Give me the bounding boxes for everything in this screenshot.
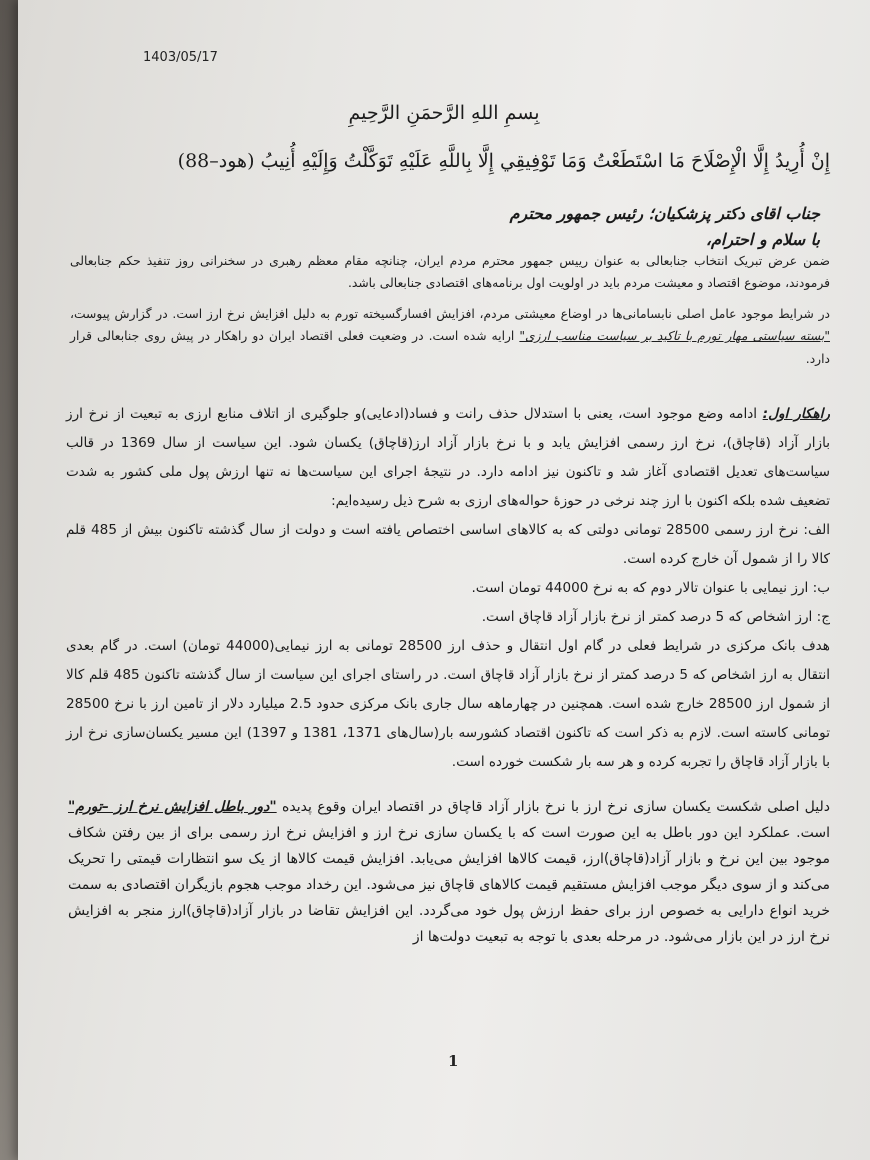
bismillah-heading: بِسمِ اللهِ الرَّحمَنِ الرَّحِیمِ bbox=[348, 102, 540, 124]
intro-p2-text: در شرایط موجود عامل اصلی نابسامانی‌ها در اوضاع معیشتی مردم، افزایش افسارگسیخته تورم به دلیل افزایش نرخ ارز است. در گزارش پیوست، bbox=[70, 306, 830, 321]
addressee: جناب اقای دکتر پزشکیان؛ رئیس جمهور محترم bbox=[509, 204, 820, 223]
solution-one-section bbox=[66, 400, 830, 777]
solution-one-paragraph bbox=[66, 400, 830, 516]
intro-paragraph-2 bbox=[70, 303, 830, 370]
reason-text: دلیل اصلی شکست یکسان سازی نرخ ارز با نرخ بازار آزاد قاچاق در اقتصاد ایران وقوع پدیده bbox=[282, 799, 831, 815]
page-number: 1 bbox=[448, 1052, 459, 1070]
list-item-a: الف: نرخ ارز رسمی 28500 تومانی دولتی که به کالاهای اساسی اختصاص یافته است و دولت از سال گذشته تاکنون بیش از 485 قلم کالا را از شمول آن خارج کرده است. bbox=[66, 522, 830, 567]
intro-section bbox=[70, 250, 830, 378]
list-item-c: ج: ارز اشخاص که 5 درصد کمتر از نرخ بازار آزاد قاچاق است. bbox=[481, 609, 830, 625]
quran-verse: إِنْ أُرِيدُ إِلَّا الْإِصْلَاحَ مَا اسْتَطَعْتُ وَمَا تَوْفِيقِي إِلَّا بِاللَّهِ عَلَيْهِ تَوَكَّلْتُ وَإِلَيْهِ أُنِيبُ (هود–88) bbox=[177, 150, 830, 172]
reason-text-end: است. عملکرد این دور باطل به این صورت است که با یکسان سازی نرخ ارز و افزایش نرخ ارز رسمی برای از بین رفتن شکاف موجود بین این نرخ و بازار آزاد(قاچاق)ارز، قیمت کالاها افزایش می‌یابد. افزایش قیمت کالاها از یک سو انتظارات قیمتی را تحریک می‌کند و از سوی دیگر موجب افزایش مستقیم قیمت کالاهای قاچاق نیز می‌شود. این رخداد موجب هجوم بازیگران اقتصادی به سمت خرید انواع دارایی به خصوص ارز برای حفظ ارزش پول خود می‌گردد. این افزایش تقاضا در بازار آزاد(قاچاق)ارز منجر به افزایش نرخ ارز در این بازار می‌شود. در مرحله بعدی با توجه به تبعیت دولت‌ها از bbox=[68, 825, 830, 945]
vicious-cycle-highlight: "دور باطل افزایش نرخ ارز –تورم" bbox=[68, 799, 277, 815]
report-title-quote: "بسته سیاستی مهار تورم با تاکید بر سیاست مناسب ارزی" bbox=[519, 329, 830, 344]
greeting: با سلام و احترام، bbox=[705, 230, 820, 249]
list-item-b: ب: ارز نیمایی با عنوان تالار دوم که به نرخ 44000 تومان است. bbox=[471, 580, 830, 596]
failure-reason-paragraph bbox=[68, 794, 830, 950]
solution-one-title: راهکار اول: bbox=[762, 406, 830, 422]
solution-one-text: ادامه وضع موجود است، یعنی با استدلال حذف رانت و فساد(ادعایی)و جلوگیری از اتلاف منابع ارزی به تبعیت از نرخ ارز بازار آزاد (قاچاق)، نرخ ارز رسمی افزایش یابد و با نرخ بازار آزاد ارز(قاچاق) یکسان شود. این سیاست از سال 1369 در قالب سیاست‌های تعدیل اقتصادی آغاز شد و تاکنون نیز ادامه دارد. در نتیجهٔ اجرای این سیاست‌ها نه تنها ارزش پول ملی کشور به شدت تضعیف شده بلکه اکنون با ارز چند نرخی در حوزهٔ حواله‌های ارزی به شرح ذیل رسیده‌ایم: bbox=[66, 406, 830, 509]
document-page bbox=[18, 0, 870, 1160]
intro-paragraph-1: ضمن عرض تبریک انتخاب جنابعالی به عنوان رییس جمهور محترم مردم ایران، چنانچه مقام معظم رهبری در سخنرانی روز تنفیذ حکم جنابعالی فرمودند، موضوع اقتصاد و معیشت مردم باید در اولویت اول برنامه‌های اقتصادی جنابعالی باشد. bbox=[70, 254, 830, 291]
failure-reason-section bbox=[68, 794, 830, 950]
central-bank-goal-paragraph: هدف بانک مرکزی در شرایط فعلی در گام اول انتقال و حذف ارز 28500 تومانی به ارز نیمایی(44000 تومان) است. در گام بعدی انتقال به ارز اشخاص که 5 درصد کمتر از نرخ بازار آزاد قاچاق است. در راستای اجرای این سیاست از سال گذشته تاکنون 485 قلم کالا از شمول ارز 28500 خارج شده است. همچنین در چهارماهه سال جاری بانک مرکزی حدود 2.5 میلیارد دلار از تامین ارز با نرخ 28500 تومانی کاسته است. لازم به ذکر است که تاکنون اقتصاد کشورسه بار(سال‌های 1371، 1381 و 1397) این مسیر یکسان‌سازی نرخ ارز با بازار آزاد قاچاق را تجربه کرده و هر سه بار شکست خورده است. bbox=[66, 638, 831, 770]
letter-date: 1403/05/17 bbox=[143, 50, 218, 65]
intro-p2-text-end: ارایه شده است. در وضعیت فعلی اقتصاد ایران دو راهکار در پیش روی جنابعالی قرار دارد. bbox=[70, 329, 830, 366]
